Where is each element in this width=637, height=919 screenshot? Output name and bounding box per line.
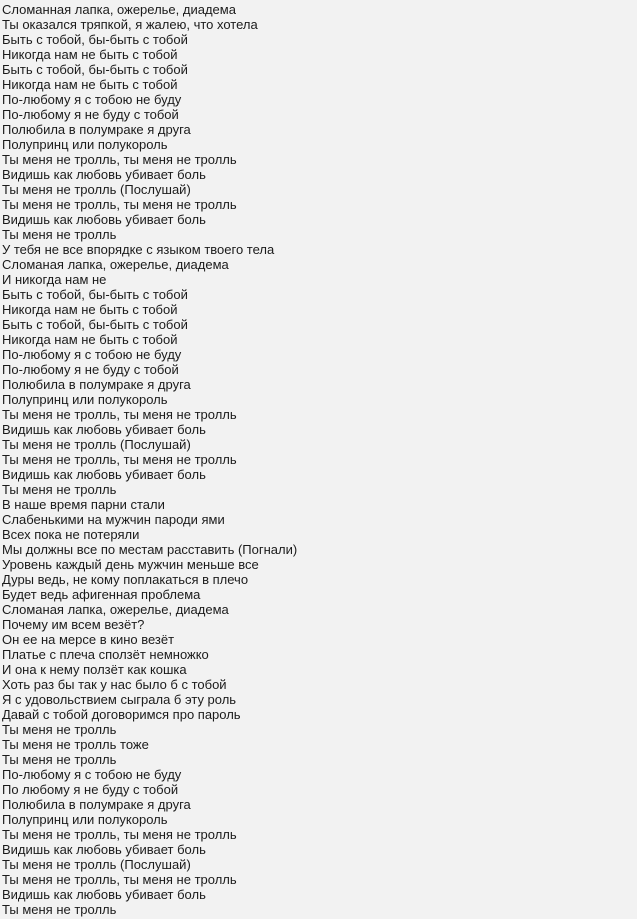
lyric-line: Дуры ведь, не кому поплакаться в плечо — [2, 572, 249, 587]
lyric-line: По-любому я с тобою не буду — [2, 92, 182, 107]
lyric-line: По любому я не буду с тобой — [2, 782, 179, 797]
lyric-line: Быть с тобой, бы-быть с тобой — [2, 287, 188, 302]
lyric-line: Полупринц или полукороль — [2, 392, 168, 407]
lyric-line: Ты меня не тролль, ты меня не тролль — [2, 872, 237, 887]
lyric-line: Полупринц или полукороль — [2, 812, 168, 827]
lyric-line: Ты меня не тролль, ты меня не тролль — [2, 197, 237, 212]
lyric-line: Будет ведь афигенная проблема — [2, 587, 201, 602]
lyric-line: Ты меня не тролль — [2, 482, 117, 497]
lyric-line: Никогда нам не быть с тобой — [2, 47, 178, 62]
lyric-line: Он ее на мерсе в кино везёт — [2, 632, 175, 647]
lyric-line: Ты меня не тролль (Послушай) — [2, 437, 191, 452]
lyric-line: Ты меня не тролль тоже — [2, 737, 149, 752]
lyric-line: Ты меня не тролль (Послушай) — [2, 857, 191, 872]
lyric-line: У тебя не все впорядке с языком твоего тела — [2, 242, 275, 257]
lyric-line: Мы должны все по местам расставить (Погнали) — [2, 542, 298, 557]
lyric-line: Давай с тобой договоримся про пароль — [2, 707, 241, 722]
lyric-line: Быть с тобой, бы-быть с тобой — [2, 317, 188, 332]
lyric-line: Ты меня не тролль, ты меня не тролль — [2, 452, 237, 467]
lyric-line: Слабенькими на мужчин пароди ями — [2, 512, 225, 527]
lyric-line: И никогда нам не — [2, 272, 107, 287]
lyric-line: Быть с тобой, бы-быть с тобой — [2, 32, 188, 47]
lyric-line: Сломаная лапка, ожерелье, диадема — [2, 602, 229, 617]
lyric-line: Никогда нам не быть с тобой — [2, 302, 178, 317]
lyric-line: Ты меня не тролль, ты меня не тролль — [2, 407, 237, 422]
lyric-line: Никогда нам не быть с тобой — [2, 332, 178, 347]
lyric-line: Видишь как любовь убивает боль — [2, 467, 206, 482]
lyric-line: Ты меня не тролль — [2, 227, 117, 242]
lyric-line: Видишь как любовь убивает боль — [2, 212, 206, 227]
lyric-line: Видишь как любовь убивает боль — [2, 167, 206, 182]
lyric-line: Ты меня не тролль, ты меня не тролль — [2, 827, 237, 842]
lyric-line: Сломанная лапка, ожерелье, диадема — [2, 2, 236, 17]
lyric-line: Сломаная лапка, ожерелье, диадема — [2, 257, 229, 272]
lyric-line: Ты меня не тролль — [2, 902, 117, 917]
lyric-line: Почему им всем везёт? — [2, 617, 145, 632]
lyric-line: По-любому я с тобою не буду — [2, 347, 182, 362]
lyric-line: Видишь как любовь убивает боль — [2, 842, 206, 857]
lyric-line: Видишь как любовь убивает боль — [2, 422, 206, 437]
lyric-line: Полупринц или полукороль — [2, 137, 168, 152]
lyric-line: Никогда нам не быть с тобой — [2, 77, 178, 92]
lyric-line: Я с удовольствием сыграла б эту роль — [2, 692, 237, 707]
lyric-line: Быть с тобой, бы-быть с тобой — [2, 62, 188, 77]
lyric-line: По-любому я не буду с тобой — [2, 362, 179, 377]
lyric-line: По-любому я с тобою не буду — [2, 767, 182, 782]
lyric-line: Платье с плеча сползёт немножко — [2, 647, 209, 662]
lyric-line: Хоть раз бы так у нас было б с тобой — [2, 677, 227, 692]
lyric-line: Ты оказался тряпкой, я жалею, что хотела — [2, 17, 258, 32]
lyric-line: Ты меня не тролль (Послушай) — [2, 182, 191, 197]
lyric-line: Ты меня не тролль — [2, 752, 117, 767]
lyric-line: Всех пока не потеряли — [2, 527, 140, 542]
lyric-line: И она к нему ползёт как кошка — [2, 662, 187, 677]
lyric-line: Видишь как любовь убивает боль — [2, 887, 206, 902]
lyric-line: Полюбила в полумраке я друга — [2, 122, 191, 137]
lyric-line: Полюбила в полумраке я друга — [2, 377, 191, 392]
lyric-line: Уровень каждый день мужчин меньше все — [2, 557, 259, 572]
lyric-line: Ты меня не тролль — [2, 722, 117, 737]
lyric-line: По-любому я не буду с тобой — [2, 107, 179, 122]
lyric-line: Полюбила в полумраке я друга — [2, 797, 191, 812]
lyric-line: В наше время парни стали — [2, 497, 165, 512]
lyric-line: Ты меня не тролль, ты меня не тролль — [2, 152, 237, 167]
